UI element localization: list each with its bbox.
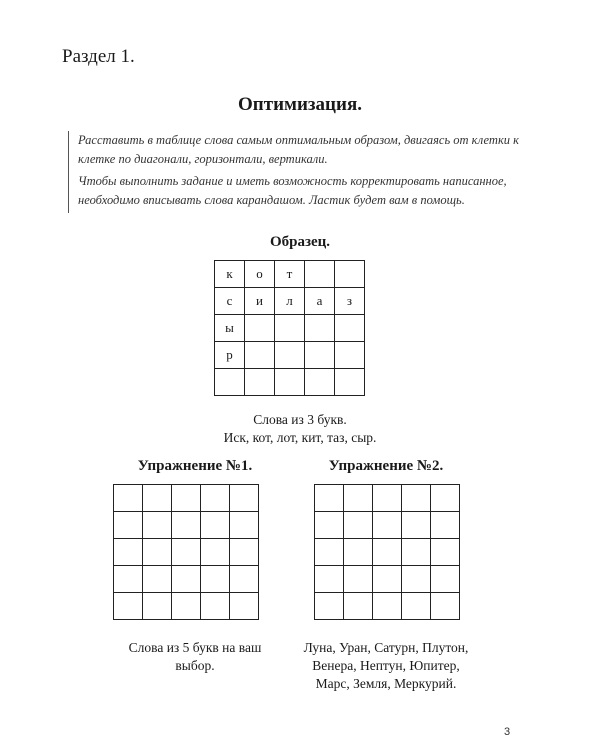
section-label: Раздел 1. bbox=[62, 46, 135, 67]
exercise2-grid-cell[interactable] bbox=[315, 593, 344, 620]
sample-grid-cell bbox=[335, 369, 365, 396]
exercise2-grid-cell[interactable] bbox=[373, 512, 402, 539]
sample-grid bbox=[214, 260, 365, 396]
page-number: 3 bbox=[504, 726, 511, 738]
exercise2-grid-cell[interactable] bbox=[402, 539, 431, 566]
exercise2-grid bbox=[314, 484, 460, 620]
exercise1-grid-cell[interactable] bbox=[201, 539, 230, 566]
exercise2-grid-cell[interactable] bbox=[344, 593, 373, 620]
exercise2-grid-cell[interactable] bbox=[431, 539, 460, 566]
sample-grid-cell: и bbox=[245, 288, 275, 315]
exercise2-grid-cell[interactable] bbox=[431, 566, 460, 593]
sample-grid-cell: ы bbox=[215, 315, 245, 342]
exercise1-grid-cell[interactable] bbox=[143, 593, 172, 620]
exercise2-grid-row bbox=[315, 485, 460, 512]
exercise1-grid-cell[interactable] bbox=[114, 566, 143, 593]
exercise1-grid-cell[interactable] bbox=[114, 485, 143, 512]
exercise1-grid-cell[interactable] bbox=[201, 593, 230, 620]
exercise2-grid-cell[interactable] bbox=[315, 485, 344, 512]
exercise1-grid-cell[interactable] bbox=[114, 539, 143, 566]
exercise1-grid-cell[interactable] bbox=[230, 539, 259, 566]
exercise1-grid-cell[interactable] bbox=[143, 566, 172, 593]
exercise2-grid-cell[interactable] bbox=[402, 512, 431, 539]
sample-grid-cell bbox=[305, 342, 335, 369]
sample-grid-cell: р bbox=[215, 342, 245, 369]
sample-grid-cell bbox=[305, 261, 335, 288]
exercise2-grid-cell[interactable] bbox=[344, 512, 373, 539]
sample-grid-row bbox=[215, 288, 365, 315]
exercise1-grid-cell[interactable] bbox=[201, 485, 230, 512]
exercise1-grid-cell[interactable] bbox=[201, 512, 230, 539]
exercise1-grid-cell[interactable] bbox=[230, 512, 259, 539]
sample-grid-cell bbox=[275, 369, 305, 396]
exercise1-grid-cell[interactable] bbox=[172, 566, 201, 593]
sample-grid-cell: л bbox=[275, 288, 305, 315]
exercise2-grid-cell[interactable] bbox=[344, 566, 373, 593]
exercise1-grid-cell[interactable] bbox=[143, 485, 172, 512]
exercise1-grid-cell[interactable] bbox=[172, 512, 201, 539]
sample-grid-cell bbox=[335, 342, 365, 369]
exercise1-grid-row bbox=[114, 485, 259, 512]
exercise2-caption-line-2: Венера, Нептун, Юпитер, bbox=[312, 658, 460, 673]
exercise2-heading: Упражнение №2. bbox=[328, 458, 444, 474]
sample-grid-cell: т bbox=[275, 261, 305, 288]
sample-grid-row bbox=[215, 342, 365, 369]
instructions-block bbox=[68, 131, 548, 213]
sample-grid-cell bbox=[245, 315, 275, 342]
exercise1-grid-cell[interactable] bbox=[201, 566, 230, 593]
sample-grid-cell bbox=[305, 369, 335, 396]
sample-grid-cell bbox=[335, 261, 365, 288]
exercise1-grid-cell[interactable] bbox=[114, 512, 143, 539]
exercise2-caption bbox=[286, 639, 486, 693]
page-title: Оптимизация. bbox=[238, 94, 362, 115]
exercise2-grid-cell[interactable] bbox=[344, 539, 373, 566]
sample-grid-cell: з bbox=[335, 288, 365, 315]
sample-grid-cell bbox=[275, 342, 305, 369]
exercise2-grid-cell[interactable] bbox=[315, 512, 344, 539]
exercise1-grid-cell[interactable] bbox=[172, 485, 201, 512]
exercise2-grid-cell[interactable] bbox=[315, 566, 344, 593]
exercise2-caption-line-3: Марс, Земля, Меркурий. bbox=[315, 676, 457, 691]
exercise1-grid-cell[interactable] bbox=[143, 512, 172, 539]
sample-grid-cell: к bbox=[215, 261, 245, 288]
exercise1-grid-cell[interactable] bbox=[230, 566, 259, 593]
sample-grid-cell bbox=[245, 342, 275, 369]
sample-grid-cell: а bbox=[305, 288, 335, 315]
exercise1-grid bbox=[113, 484, 259, 620]
exercise1-grid-row bbox=[114, 566, 259, 593]
sample-grid-row bbox=[215, 315, 365, 342]
exercise1-grid-cell[interactable] bbox=[230, 485, 259, 512]
exercise1-grid-cell[interactable] bbox=[230, 593, 259, 620]
sample-grid-cell bbox=[215, 369, 245, 396]
sample-grid-cell: о bbox=[245, 261, 275, 288]
exercise2-caption-line-1: Луна, Уран, Сатурн, Плутон, bbox=[303, 640, 469, 655]
sample-caption bbox=[150, 411, 450, 447]
exercise1-caption bbox=[95, 639, 295, 675]
sample-grid-row bbox=[215, 369, 365, 396]
exercise2-grid-cell[interactable] bbox=[373, 485, 402, 512]
instruction-paragraph-1: Расставить в таблице слова самым оптимальным образом, двигаясь от клетки к клетке по диагонали, горизонтали, вертикали. bbox=[78, 133, 520, 166]
exercise1-grid-row bbox=[114, 539, 259, 566]
exercise1-grid-row bbox=[114, 512, 259, 539]
exercise1-grid-cell[interactable] bbox=[114, 593, 143, 620]
sample-grid-cell bbox=[335, 315, 365, 342]
exercise2-grid-cell[interactable] bbox=[315, 539, 344, 566]
exercise1-caption-line-2: выбор. bbox=[175, 658, 215, 673]
exercise2-grid-row bbox=[315, 566, 460, 593]
exercise2-grid-cell[interactable] bbox=[402, 566, 431, 593]
exercise2-grid-cell[interactable] bbox=[373, 566, 402, 593]
exercise2-grid-cell[interactable] bbox=[402, 593, 431, 620]
exercise2-grid-row bbox=[315, 593, 460, 620]
sample-grid-cell bbox=[305, 315, 335, 342]
exercise2-grid-cell[interactable] bbox=[373, 593, 402, 620]
sample-grid-cell: с bbox=[215, 288, 245, 315]
exercise1-caption-line-1: Слова из 5 букв на ваш bbox=[128, 640, 262, 655]
exercise2-grid-cell[interactable] bbox=[344, 485, 373, 512]
exercise1-grid-cell[interactable] bbox=[143, 539, 172, 566]
exercise2-grid-cell[interactable] bbox=[373, 539, 402, 566]
exercise2-grid-row bbox=[315, 539, 460, 566]
exercise1-grid-cell[interactable] bbox=[172, 539, 201, 566]
sample-grid-cell bbox=[245, 369, 275, 396]
exercise1-grid-row bbox=[114, 593, 259, 620]
sample-caption-line-1: Слова из 3 букв. bbox=[253, 412, 347, 427]
instruction-paragraph-2: Чтобы выполнить задание и иметь возможность корректировать написанное, необходимо вписывать слова карандашом. Ластик будет вам в помощь. bbox=[78, 174, 507, 207]
sample-heading: Образец. bbox=[269, 234, 331, 250]
sample-grid-row bbox=[215, 261, 365, 288]
sample-grid-cell bbox=[275, 315, 305, 342]
exercise2-grid-cell[interactable] bbox=[431, 485, 460, 512]
sample-caption-line-2: Иск, кот, лот, кит, таз, сыр. bbox=[223, 430, 377, 445]
exercise2-grid-cell[interactable] bbox=[431, 512, 460, 539]
exercise1-grid-cell[interactable] bbox=[172, 593, 201, 620]
exercise2-grid-cell[interactable] bbox=[402, 485, 431, 512]
exercise2-grid-cell[interactable] bbox=[431, 593, 460, 620]
exercise1-heading: Упражнение №1. bbox=[137, 458, 253, 474]
exercise2-grid-row bbox=[315, 512, 460, 539]
